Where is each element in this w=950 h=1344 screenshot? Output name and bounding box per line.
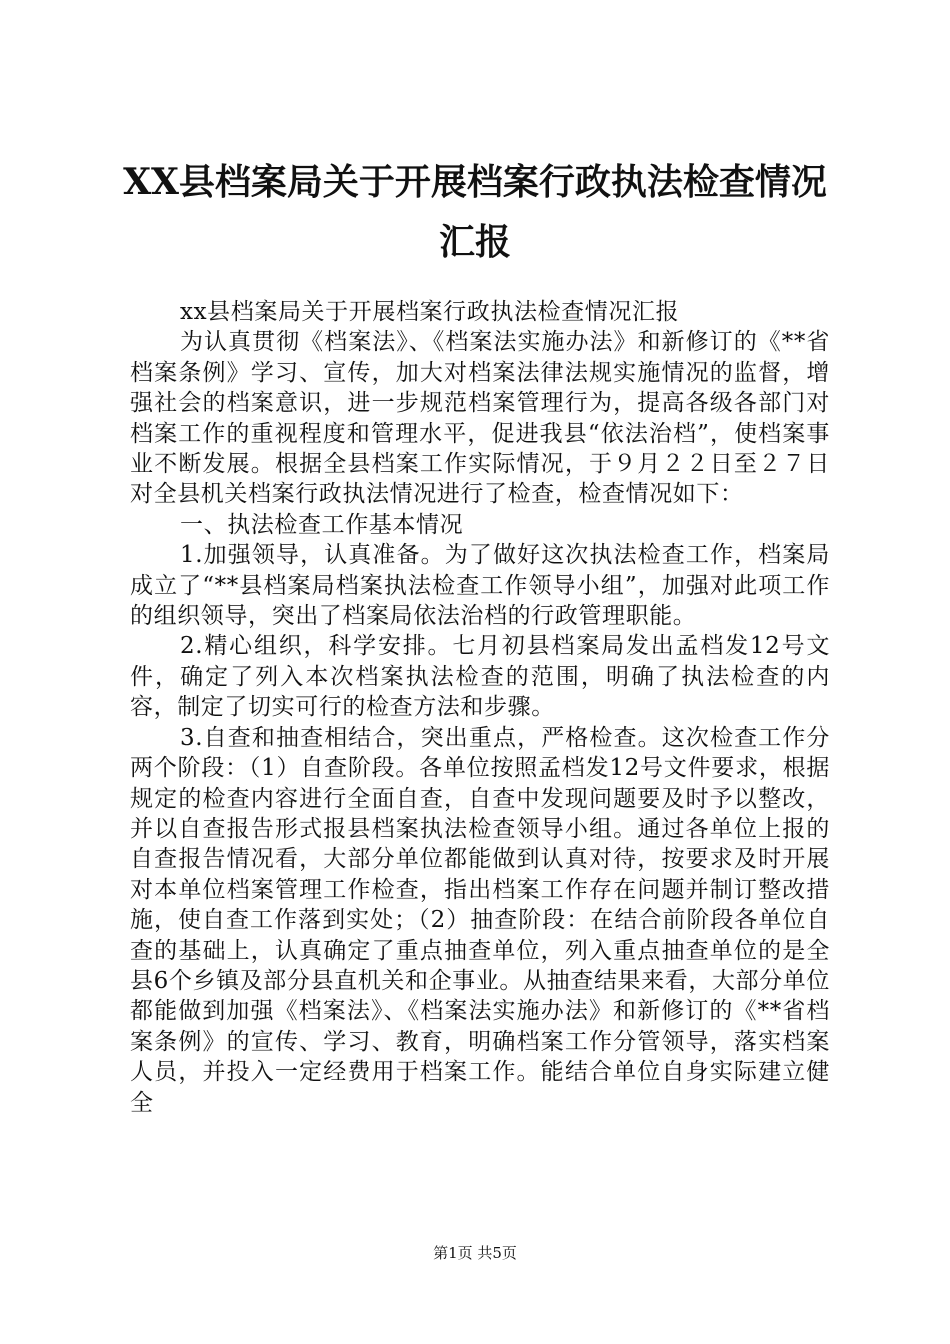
document-title-line-2: 汇报 (438, 221, 511, 263)
document-title-line-1: XX县档案局关于开展档案行政执法检查情况 (123, 161, 827, 203)
body-paragraph-subtitle: xx县档案局关于开展档案行政执法检查情况汇报 (180, 299, 680, 325)
body-paragraph-item-1: 1.加强领导，认真准备。为了做好这次执法检查工作，档案局成立了“**县档案局档案执法检查工作领导小组”，加强对此项工作的组织领导，突出了档案局依法治档的行政管理职能。 (130, 542, 830, 630)
section-heading: 一、执法检查工作基本情况 (180, 511, 464, 538)
document-body (130, 297, 830, 1118)
body-paragraph-intro: 为认真贯彻《档案法》、《档案法实施办法》和新修订的《**省档案条例》学习、宣传，加大对档案法律法规实施情况的监督，增强社会的档案意识，进一步规范档案管理行为，提高各级各部门对档案工作的重视程度和管理水平，促进我县“依法治档”，使档案事业不断发展。根据全县档案工作实际情况，于９月２２日至２７日对全县机关档案行政执法情况进行了检查，检查情况如下： (130, 329, 830, 508)
body-paragraph-item-3: 3.自查和抽查相结合，突出重点，严格检查。这次检查工作分两个阶段：（1）自查阶段。各单位按照孟档发12号文件要求，根据规定的检查内容进行全面自查，自查中发现问题要及时予以整改，并以自查报告形式报县档案执法检查领导小组。通过各单位上报的自查报告情况看，大部分单位都能做到认真对待，按要求及时开展对本单位档案管理工作检查，指出档案工作存在问题并制订整改措施，使自查工作落到实处；（2）抽查阶段：在结合前阶段各单位自查的基础上，认真确定了重点抽查单位，列入重点抽查单位的是全县6个乡镇及部分县直机关和企事业。从抽查结果来看，大部分单位都能做到加强《档案法》、《档案法实施办法》和新修订的《**省档案条例》的宣传、学习、教育，明确档案工作分管领导，落实档案人员，并投入一定经费用于档案工作。能结合单位自身实际建立健全 (130, 724, 830, 1116)
body-paragraph-item-2: 2.精心组织，科学安排。七月初县档案局发出孟档发12号文件，确定了列入本次档案执法检查的范围，明确了执法检查的内容，制定了切实可行的检查方法和步骤。 (130, 633, 830, 721)
page-number-footer: 第1页 共5页 (433, 1244, 517, 1262)
